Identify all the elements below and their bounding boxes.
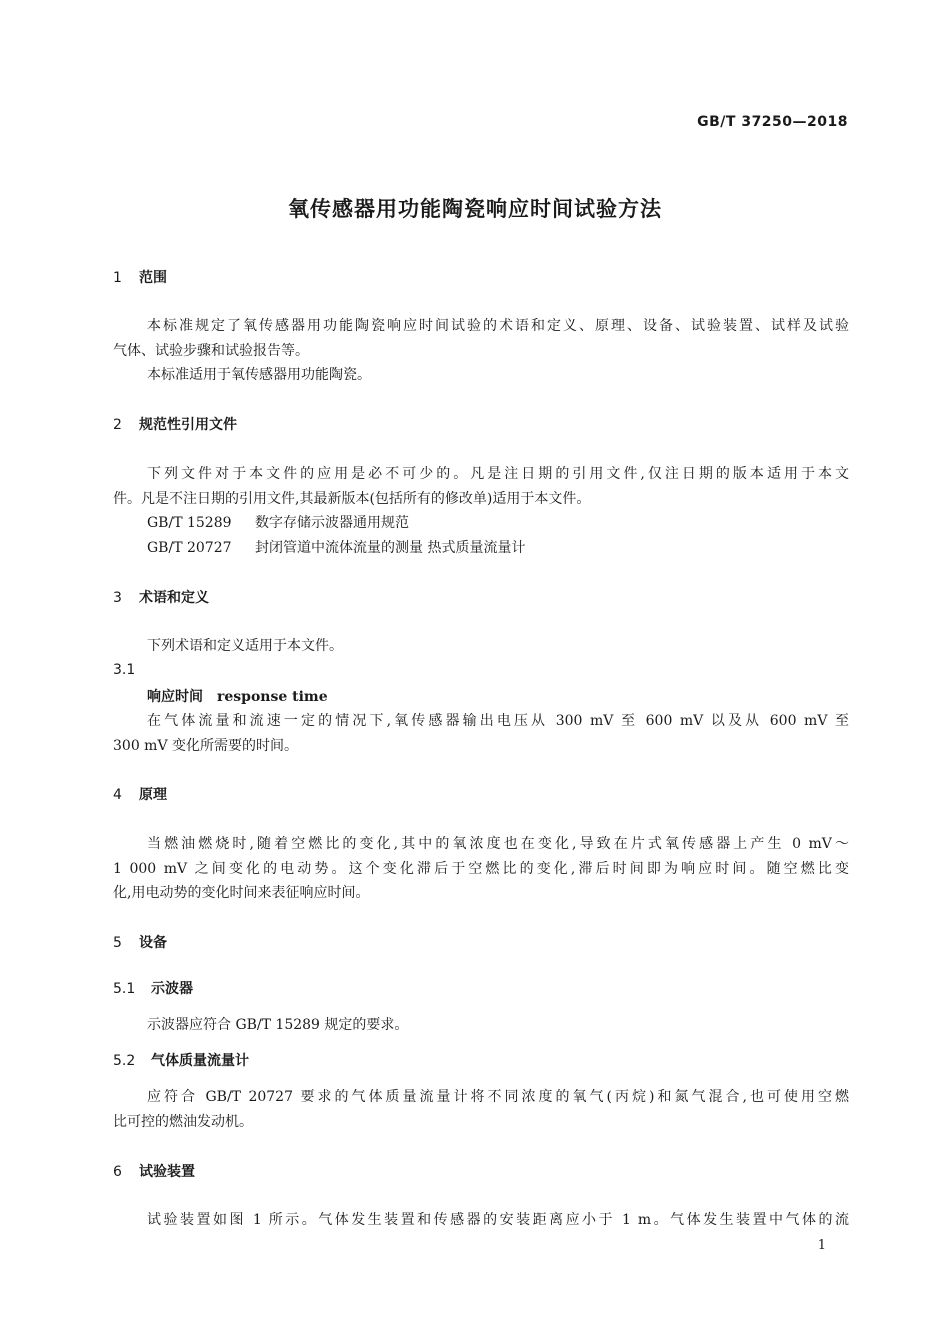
section-title: 术语和定义 [139,590,209,606]
term-number: 3.1 [113,662,136,678]
subsection-5-2-heading [113,1050,249,1070]
section-number: 6 [113,1164,122,1180]
subsection-number: 5.1 [113,981,136,997]
section-title: 原理 [139,787,167,803]
section-title: 设备 [139,935,167,951]
flowmeter-requirement-line-2: 比可控的燃油发动机。 [113,1114,253,1130]
standard-code: GB/T 37250—2018 [697,114,848,130]
normative-paragraph-line-2: 件。凡是不注日期的引用文件,其最新版本(包括所有的修改单)适用于本文件。 [113,491,591,507]
section-number: 4 [113,787,122,803]
section-5-heading [113,932,167,952]
subsection-title: 示波器 [151,981,193,997]
term-definition-line-1: 在气体流量和流速一定的情况下,氧传感器输出电压从 300 mV 至 600 mV 以及从 600 mV 至 [147,713,849,729]
section-number: 1 [113,270,122,286]
term-definition-line-2: 300 mV 变化所需要的时间。 [113,738,299,754]
principle-line-2: 1 000 mV 之间变化的电动势。这个变化滞后于空燃比的变化,滞后时间即为响应时间。随空燃比变 [113,861,849,877]
section-3-heading [113,587,209,607]
principle-line-1: 当燃油燃烧时,随着空燃比的变化,其中的氧浓度也在变化,导致在片式氧传感器上产生 0 mV～ [147,836,849,852]
section-title: 试验装置 [139,1164,195,1180]
flowmeter-requirement-line-1: 应符合 GB/T 20727 要求的气体质量流量计将不同浓度的氧气(丙烷)和氮气混合,也可使用空燃 [147,1089,849,1105]
reference-item [147,536,849,561]
section-number: 2 [113,417,122,433]
scope-paragraph-line-1: 本标准规定了氧传感器用功能陶瓷响应时间试验的术语和定义、原理、设备、试验装置、试样及试验 [147,318,849,334]
term-chinese: 响应时间 [147,689,203,705]
scope-paragraph-line-2: 气体、试验步骤和试验报告等。 [113,343,309,359]
section-title: 规范性引用文件 [139,417,237,433]
scope-paragraph-2: 本标准适用于氧传感器用功能陶瓷。 [147,367,371,383]
section-4-heading [113,784,167,804]
section-6-heading [113,1161,195,1181]
section-1-heading [113,267,167,287]
document-title: 氧传感器用功能陶瓷响应时间试验方法 [288,197,662,221]
section-number: 5 [113,935,122,951]
section-2-heading [113,414,237,434]
test-apparatus-line-1: 试验装置如图 1 所示。气体发生装置和传感器的安装距离应小于 1 m。气体发生装置中气体的流 [147,1212,849,1228]
subsection-5-1-heading [113,978,193,998]
term-english: response time [217,689,328,705]
principle-line-3: 化,用电动势的变化时间来表征响应时间。 [113,885,370,901]
reference-name: 数字存储示波器通用规范 [255,515,409,531]
page-number: 1 [817,1238,826,1253]
subsection-title: 气体质量流量计 [151,1053,249,1069]
subsection-number: 5.2 [113,1053,136,1069]
term-entry [147,686,328,706]
section-title: 范围 [139,270,167,286]
terms-intro: 下列术语和定义适用于本文件。 [147,638,343,654]
oscilloscope-requirement: 示波器应符合 GB/T 15289 规定的要求。 [147,1017,409,1033]
reference-code: GB/T 15289 [147,515,232,531]
section-number: 3 [113,590,122,606]
reference-item [147,511,849,536]
reference-name: 封闭管道中流体流量的测量 热式质量流量计 [255,540,526,556]
reference-code: GB/T 20727 [147,540,232,556]
normative-paragraph-line-1: 下列文件对于本文件的应用是必不可少的。凡是注日期的引用文件,仅注日期的版本适用于本文 [147,466,849,482]
